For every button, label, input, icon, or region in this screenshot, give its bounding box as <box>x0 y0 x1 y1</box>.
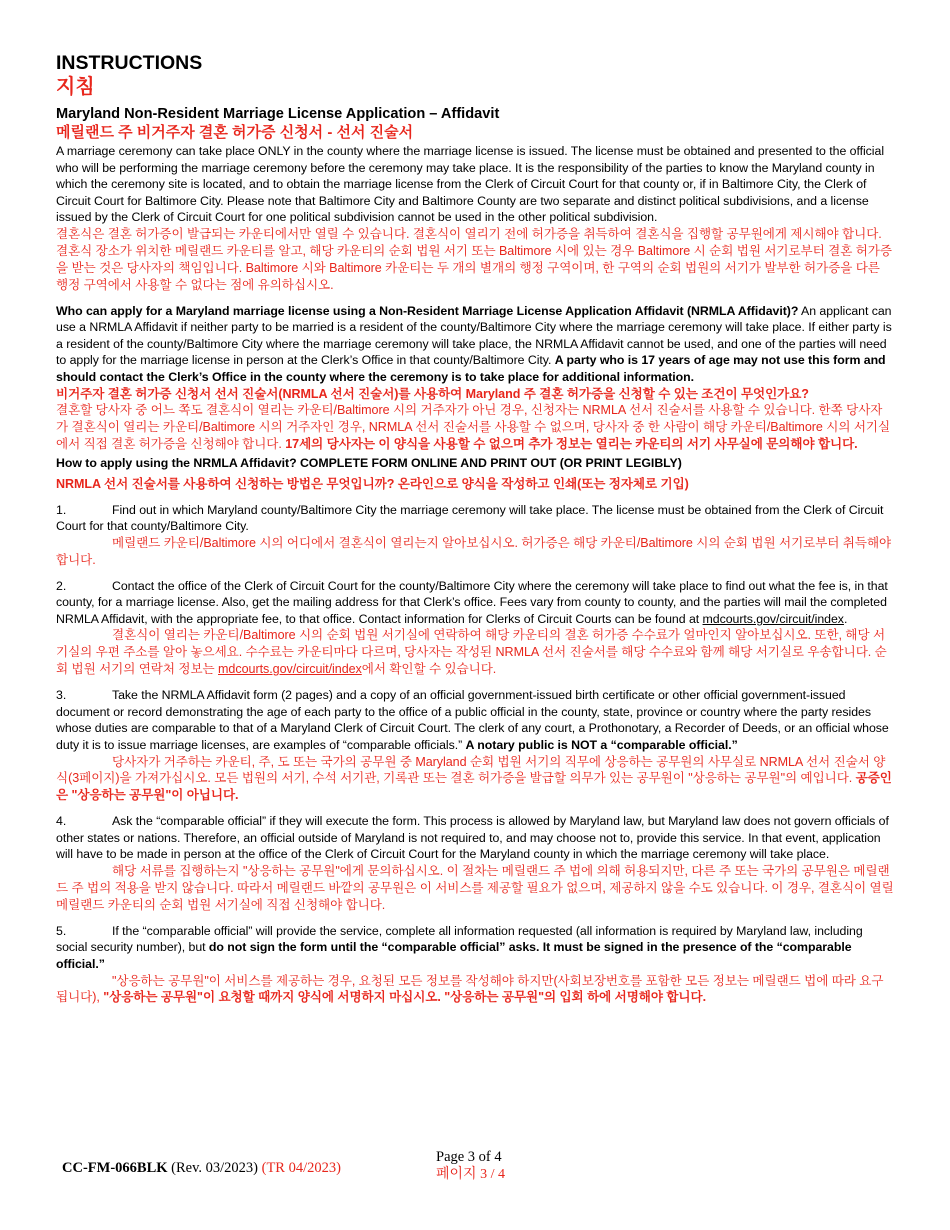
intro-paragraph: A marriage ceremony can take place ONLY in the county where the marriage license is issued. The license must be obtained and presented to the official who will be performing the marriage ceremony before the ceremony may take place. It is the responsibility of the parties to know the Maryland county in which the ceremony site is located, and to obtain the marriage license from the Clerk of Circuit Court for that county or, if in Baltimore City, the Clerk of Circuit Court for Baltimore City. Please note that Baltimore City and Baltimore County are two separate and distinct political subdivisions, and a license issued by the Clerk of Circuit Court for one political subdivision cannot be used in the other political subdivision. <box>56 144 885 225</box>
who-can-apply-paragraph <box>56 303 894 386</box>
step-2-text: Contact the office of the Clerk of Circuit Court for the county/Baltimore City where the ceremony will take place to find out what the fee is, in that county, for a marriage license. Also, get the mailing address for that Clerk’s office. Fees vary from county to county, and the parties will mail the completed NRMLA Affidavit, with the appropriate fee, to that office. Contact information for Clerks of Circuit Courts can be found at <box>56 578 888 626</box>
form-subtitle: Maryland Non-Resident Marriage License Application – Affidavit <box>56 106 500 122</box>
page-title-ko: 지침 <box>56 76 95 98</box>
page-title: INSTRUCTIONS <box>56 52 203 74</box>
step-4-number: 4. <box>56 814 67 829</box>
step-3-ko <box>56 754 894 805</box>
step-3-notary-note: A notary public is NOT a “comparable official.” <box>465 737 738 752</box>
step-4-ko <box>56 863 894 914</box>
step-2-number: 2. <box>56 578 67 593</box>
step-5-text: If the “comparable official” will provide the service, complete all information requested (all information is required by Maryland law, including social security number), but <box>56 923 863 955</box>
step-2-ko <box>56 627 894 678</box>
form-code <box>62 1160 341 1177</box>
step-3-text-ko: 당사자가 거주하는 카운티, 주, 도 또는 국가의 공무원 중 Maryland 순회 법원 서기의 직무에 상응하는 공무원의 사무실로 NRMLA 선서 진술서 양식(3페이지)을 가져가십시오. 모든 법원의 서기, 수석 서기관, 기록관 또는 결혼 허가증을 발급할 의무가 있는 공무원이 "상응하는 공무원"의 예입니다. <box>56 754 886 786</box>
who-can-apply-note-ko: 17세의 당사자는 이 양식을 사용할 수 없으며 추가 정보는 열리는 카운티의 서기 사무실에 문의해야 합니다. <box>285 437 858 452</box>
who-can-apply-question: Who can apply for a Maryland marriage license using a Non-Resident Marriage License Application Affidavit (NRMLA Affidavit)? <box>56 303 799 318</box>
who-can-apply-question-ko: 비거주자 결혼 허가증 신청서 선서 진술서(NRMLA 선서 진술서)를 사용하여 Maryland 주 결혼 허가증을 신청할 수 있는 조건이 무엇인가요? <box>56 386 809 401</box>
step-3-notary-note-ko: 공증인은 "상응하는 공무원"이 아닙니다. <box>56 771 892 803</box>
step-1-number: 1. <box>56 502 67 517</box>
step-5-ko <box>56 973 894 1007</box>
step-4-text: Ask the “comparable official” if they will execute the form. This process is allowed by Maryland law, but Maryland law does not govern officials of other states or nations. Therefore, an official outside of Maryland is not required to, and may choose not to, provide this service. In that event, application will have to be made in person at the office of the Clerk of Circuit Court for the Maryland county in which the marriage ceremony will take place. <box>56 814 889 862</box>
step-5-number: 5. <box>56 923 67 938</box>
step-1-ko <box>56 535 894 569</box>
step-3-text: Take the NRMLA Affidavit form (2 pages) and a copy of an official government-issued birth certificate or other official government-issued document or record demonstrating the age of each party to the office of a public official in the county, state, province or country where the party resides whose duties are comparable to that of a Maryland Clerk of Circuit Court. The clerk of any court, a Prothonotary, a Recorder of Deeds, or an official whose duty it is to issue marriage licenses, are examples of “comparable officials.” <box>56 688 889 752</box>
step-3-number: 3. <box>56 688 67 703</box>
form-subtitle-ko: 메릴랜드 주 비거주자 결혼 허가증 신청서 - 선서 진술서 <box>56 124 414 141</box>
step-5 <box>56 923 894 973</box>
circuit-courts-link-ko[interactable]: mdcourts.gov/circuit/index <box>218 662 362 677</box>
step-5-text-ko: "상응하는 공무원"이 서비스를 제공하는 경우, 요청된 모든 정보를 작성해야 하지만(사회보장번호를 포함한 모든 정보는 메릴랜드 법에 따라 요구됩니다), <box>56 973 884 1005</box>
step-2-text-end: . <box>843 611 848 626</box>
form-revision: (Rev. 03/2023) <box>167 1160 262 1176</box>
step-1-text: Find out in which Maryland county/Baltimore City the marriage ceremony will take place. The license must be obtained from the Clerk of Circuit Court for that county/Baltimore City. <box>56 502 884 534</box>
step-3 <box>56 687 894 753</box>
step-1 <box>56 502 894 535</box>
who-can-apply-body: An applicant can use a NRMLA Affidavit if neither party to be married is a resident of the county/Baltimore City where the marriage ceremony will take place. If either party is a resident of the county/Baltimore City where the marriage ceremony will take place, the NRMLA Affidavit cannot be used, and one of the parties will need to apply for the marriage license in person at the Clerk’s Office in that county/Baltimore City. <box>56 303 892 368</box>
step-1-text-ko: 메릴랜드 카운티/Baltimore 시의 어디에서 결혼식이 열리는지 알아보십시오. 허가증은 해당 카운티/Baltimore 시의 순회 법원 서기로부터 취득해야 합니다. <box>56 535 892 567</box>
step-4-text-ko: 해당 서류를 집행하는지 "상응하는 공무원"에게 문의하십시오. 이 절차는 메릴랜드 주 법에 의해 허용되지만, 다른 주 또는 국가의 공무원은 메릴랜드 주 법의 적용을 받지 않습니다. 따라서 메릴랜드 바깥의 공무원은 이 서비스를 제공할 필요가 없으며, 제공하지 않을 수도 있습니다. 이 경우, 결혼식이 열릴 메릴랜드 카운티의 순회 법원 서기실에 직접 신청해야 합니다. <box>56 864 894 912</box>
step-2-text-ko: 결혼식이 열리는 카운티/Baltimore 시의 순회 법원 서기실에 연락하여 해당 카운티의 결혼 허가증 수수료가 얼마인지 알아보십시오. 또한, 해당 서기실의 우편 주소를 알아 놓으세요. 수수료는 카운티마다 다르며, 당사자는 작성된 NRMLA 선서 진술서를 해당 수수료와 함께 해당 서기실로 우송합니다. 순회 법원 서기의 연락처 정보는 <box>56 628 887 677</box>
page-number <box>436 1149 505 1183</box>
page-number-en: Page 3 of 4 <box>436 1149 502 1165</box>
who-can-apply-note: A party who is 17 years of age may not use this form and should contact the Clerk’s Office in the county where the ceremony is to take place for additional information. <box>56 353 886 384</box>
translation-revision: (TR 04/2023) <box>261 1160 341 1176</box>
who-can-apply-body-ko: 결혼할 당사자 중 어느 쪽도 결혼식이 열리는 카운티/Baltimore 시의 거주자가 아닌 경우, 신청자는 NRMLA 선서 진술서를 사용할 수 있습니다. 한쪽 당사자가 결혼식이 열리는 카운티/Baltimore 시의 거주자인 경우, NRMLA 선서 진술서를 사용할 수 없으며, 당사자 중 한 사람이 해당 카운티/Baltimore 시의 서기실에서 직접 결혼 허가증을 신청해야 합니다. <box>56 403 891 452</box>
step-4 <box>56 813 894 863</box>
step-5-signing-note-ko: "상응하는 공무원"이 요청할 때까지 양식에 서명하지 마십시오. "상응하는 공무원"의 입회 하에 서명해야 합니다. <box>103 990 707 1005</box>
intro-paragraph-ko: 결혼식은 결혼 허가증이 발급되는 카운티에서만 열릴 수 있습니다. 결혼식이 열리기 전에 허가증을 취득하여 결혼식을 집행할 공무원에게 제시해야 합니다. 결혼식 장소가 위치한 메릴랜드 카운티를 알고, 해당 카운티의 순회 법원 서기 또는 Baltimore 시에 있는 경우 Baltimore 시 순회 법원 서기로부터 결혼 허가증을 받는 것은 당사자의 책임입니다. Baltimore 시와 Baltimore 카운티는 두 개의 별개의 행정 구역이며, 한 구역의 순회 법원의 서기가 발부한 허가증을 다른 행정 구역에서 사용할 수 없다는 점에 유의하십시오. <box>56 226 892 292</box>
form-code-number: CC-FM-066BLK <box>62 1160 168 1176</box>
how-to-apply-heading-ko: NRMLA 선서 진술서를 사용하여 신청하는 방법은 무엇입니까? 온라인으로 양식을 작성하고 인쇄(또는 정자체로 기입) <box>56 476 689 491</box>
step-2-text-ko-end: 에서 확인할 수 있습니다. <box>361 662 497 677</box>
page-footer <box>0 1149 950 1189</box>
page-number-ko: 페이지 3 / 4 <box>436 1167 505 1182</box>
who-can-apply-paragraph-ko <box>56 386 894 454</box>
step-5-signing-note: do not sign the form until the “comparable official” asks. It must be signed in the presence of the “comparable official.” <box>56 940 852 971</box>
step-2 <box>56 578 894 628</box>
document-page <box>56 52 894 1006</box>
circuit-courts-link[interactable]: mdcourts.gov/circuit/index <box>702 611 844 626</box>
how-to-apply-heading: How to apply using the NRMLA Affidavit? COMPLETE FORM ONLINE AND PRINT OUT (OR PRINT LEGIBLY) <box>56 456 682 471</box>
